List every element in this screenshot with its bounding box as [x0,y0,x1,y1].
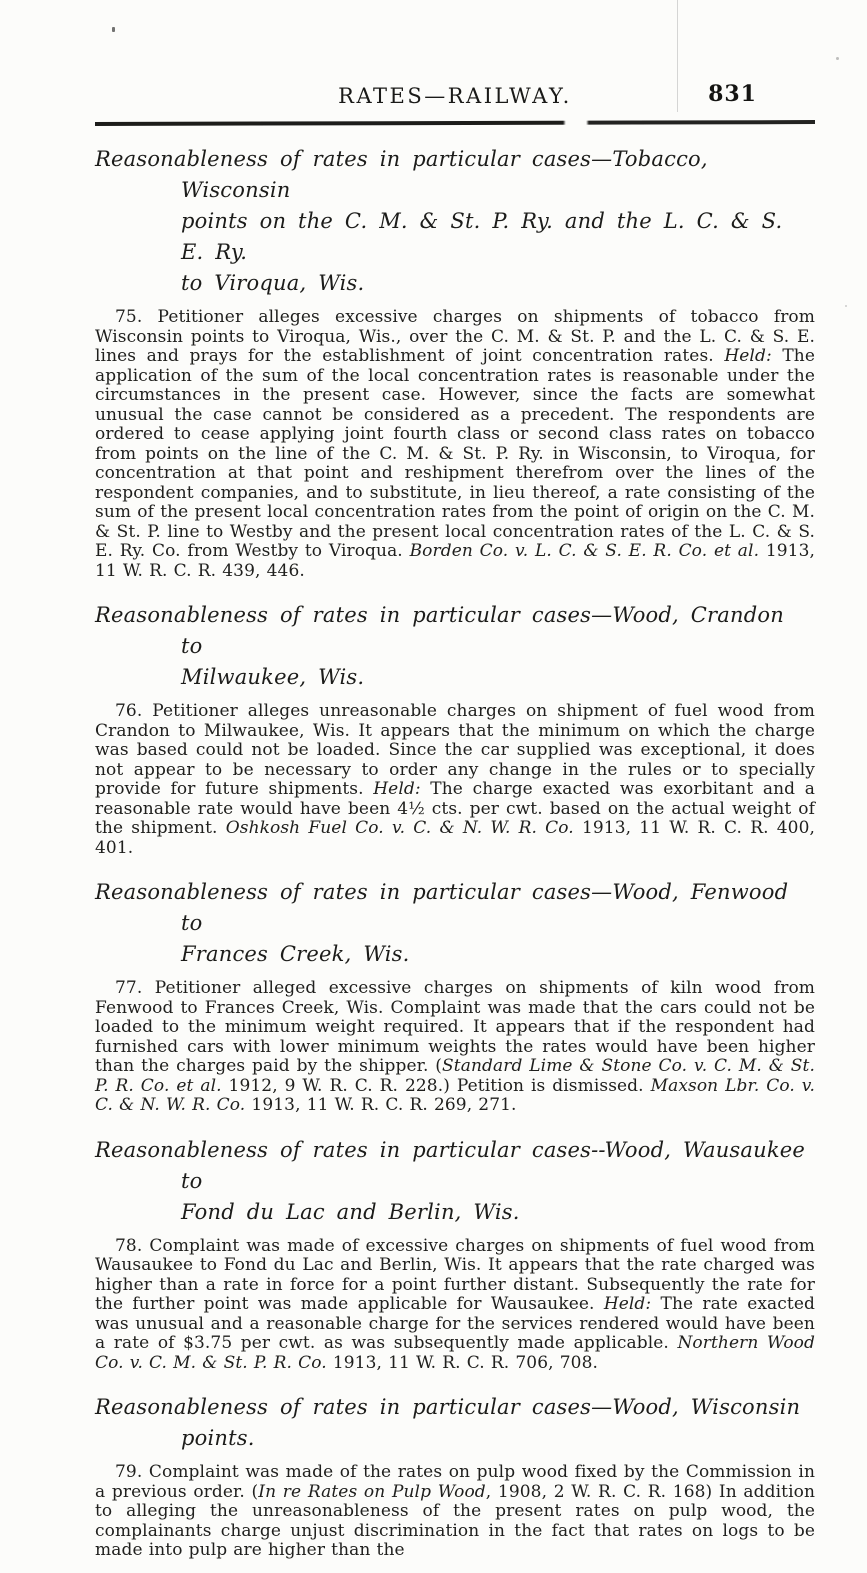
section-heading [95,144,815,299]
paragraph-75 [95,308,815,581]
heading-line: Frances Creek, Wis. [181,942,410,966]
text-segment: 1912, 9 W. R. C. R. 228.) Petition is dismissed. [221,1075,651,1096]
section-wood-wisconsin-points [95,1392,815,1561]
text-segment: 76. Petitioner alleges unreasonable charges on shipment of fuel wood from Crandon to Milwaukee, Wis. It appears that the minimum on which the charge was based could not be loaded. Since the car supplied was exceptional, it does not appear to be necessary to order any change in the rules or to specially provide for future shipments. [95,701,815,799]
text-segment: The application of the sum of the local concentration rates is reasonable under the circumstances in the present case. However, since the facts are somewhat unusual the case cannot be considered as a precedent. The respondents are ordered to cease applying joint fourth class or second class rates on tobacco from points on the line of the C. M. & St. P. Ry. in Wisconsin, to Viroqua, for concentration at that point and reshipment therefrom over the lines of the respondent companies, and to substitute, in lieu thereof, a rate consisting of the sum of the present local concentration rates from the point of origin on the C. M. & St. P. line to Westby and the present local concentration rates of the L. C. & S. E. Ry. Co. from Westby to Viroqua. [95,346,815,561]
heading-line: Reasonableness of rates in particular cases—Tobacco, Wisconsin [95,147,708,202]
citation-reference: 1913, 11 W. R. C. R. 706, 708. [326,1352,599,1373]
text-segment: 75. Petitioner alleges excessive charges on shipments of tobacco from Wisconsin points to Viroqua, Wis., over the C. M. & St. P. and the L. C. & S. E. lines and prays for the establishment of joint concentration rates. [95,307,815,366]
heading-line: points. [181,1426,255,1450]
heading-line: Reasonableness of rates in particular cases—Wood, Wisconsin [95,1395,801,1419]
citation-reference: 1913, 11 W. R. C. R. 439, 446. [95,541,815,581]
case-citation: Borden Co. v. L. C. & S. E. R. Co. et al. [409,541,760,561]
held-label: Held: [373,779,421,799]
text-segment: The charge exacted was exorbitant and a reasonable rate would have been 4½ cts. per cwt. based on the actual weight of the shipment. [95,779,816,838]
paragraph-79 [95,1463,815,1561]
case-citation: Standard Lime & Stone Co. v. C. M. & St. P. R. Co. et al. [95,1056,815,1096]
citation-reference: 1913, 11 W. R. C. R. 269, 271. [245,1095,517,1115]
section-heading [95,877,815,970]
section-heading [95,600,815,693]
paragraph-77 [95,979,815,1116]
text-segment: 77. Petitioner alleged excessive charges on shipments of kiln wood from Fenwood to Frances Creek, Wis. Complaint was made that the cars could not be loaded to the minimum weight required. It appears that if the respondent had furnished cars with lower minimum weights the rates would have been higher than the charges paid by the shipper. ( [95,978,815,1076]
heading-line: Reasonableness of rates in particular cases—Wood, Fenwood to [95,880,789,935]
case-citation: In re Rates on Pulp Wood [258,1481,486,1502]
section-wood-fenwood [95,877,815,1116]
heading-line: to Viroqua, Wis. [181,271,365,295]
text-segment: The rate exacted was unusual and a reasonable charge for the services rendered would have been a rate of $3.75 per cwt. as was subsequently made applicable. [95,1294,815,1353]
page-header [95,81,815,112]
section-wood-crandon [95,600,815,858]
case-citation: Maxson Lbr. Co. v. C. & N. W. R. Co. [95,1075,815,1115]
held-label: Held: [603,1294,652,1314]
case-citation: Oshkosh Fuel Co. v. C. & N. W. R. Co. [225,818,574,838]
page-content [95,0,815,1573]
heading-line: Milwaukee, Wis. [181,665,365,689]
section-heading [95,1135,815,1228]
heading-line: Reasonableness of rates in particular cases--Wood, Wausaukee to [95,1137,806,1193]
heading-line: Fond du Lac and Berlin, Wis. [181,1199,520,1224]
citation-reference: 1913, 11 W. R. C. R. 400, 401. [95,818,816,858]
scan-speck [836,57,839,60]
text-segment: 78. Complaint was made of excessive charges on shipments of fuel wood from Wausaukee to Fond du Lac and Berlin, Wis. It appears that the rate charged was higher than a rate in force for a point further distant. Subsequently the rate for the further point was made applicable for Wausaukee. [95,1235,815,1314]
text-segment: 79. Complaint was made of the rates on pulp wood fixed by the Commission in a previous order. ( [95,1462,815,1502]
page-number: 831 [708,81,757,107]
header-rule [95,120,815,126]
heading-line: points on the C. M. & St. P. Ry. and the L. C. & S. E. Ry. [181,209,783,264]
section-tobacco-viroqua [95,144,815,581]
section-wood-wausaukee [95,1135,815,1374]
paragraph-76 [95,702,815,858]
page-title: RATES—RAILWAY. [338,84,572,108]
case-citation: Northern Wood Co. v. C. M. & St. P. R. Co. [95,1333,815,1373]
paragraph-78 [95,1237,815,1374]
section-heading [95,1392,815,1454]
heading-line: Reasonableness of rates in particular cases—Wood, Crandon to [95,603,784,658]
held-label: Held: [724,346,772,366]
text-segment: , 1908, 2 W. R. C. R. 168) In addition to alleging the unreasonableness of the present rates on pulp wood, the complainants charge unjust discrimination in the fact that rates on logs to be made into pulp are higher than the [95,1481,816,1560]
scan-speck [845,305,847,307]
